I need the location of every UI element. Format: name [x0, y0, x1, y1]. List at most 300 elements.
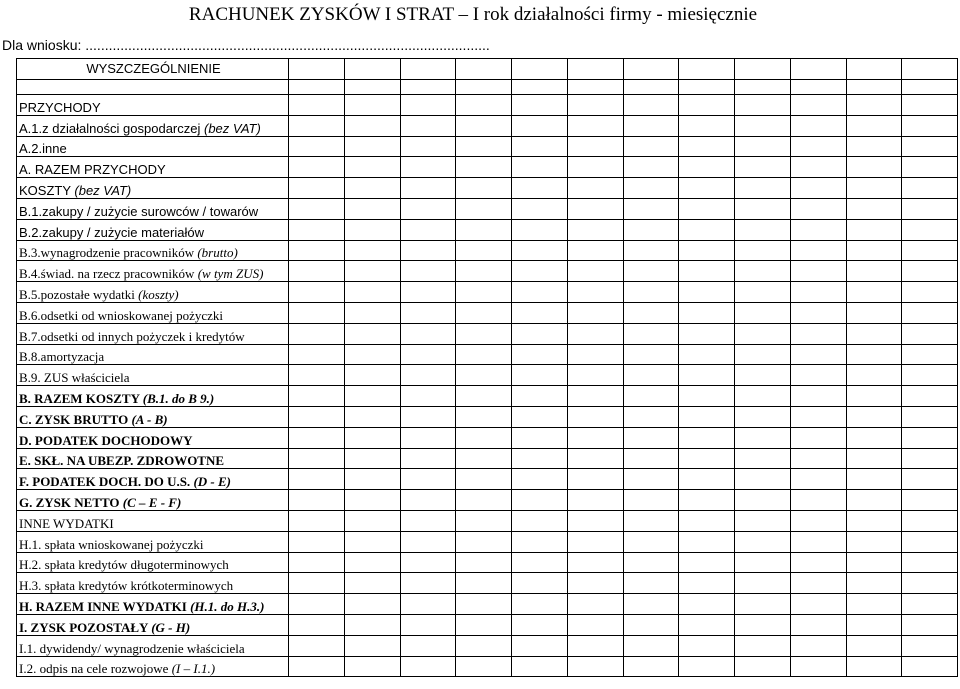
- row-18-month-6-cell[interactable]: [567, 448, 623, 469]
- row-15-month-3-cell[interactable]: [400, 386, 456, 407]
- row-10-month-5-cell[interactable]: [512, 282, 568, 303]
- row-26-month-2-cell[interactable]: [344, 614, 400, 635]
- row-25-month-8-cell[interactable]: [679, 594, 735, 615]
- row-5-month-10-cell[interactable]: [790, 178, 846, 199]
- row-12-month-8-cell[interactable]: [679, 323, 735, 344]
- row-20-month-9-cell[interactable]: [735, 490, 791, 511]
- row-1-month-12-cell[interactable]: [902, 95, 958, 116]
- row-23-month-5-cell[interactable]: [512, 552, 568, 573]
- row-4-month-5-cell[interactable]: [512, 157, 568, 178]
- row-4-month-10-cell[interactable]: [790, 157, 846, 178]
- row-20-month-7-cell[interactable]: [623, 490, 679, 511]
- row-18-month-10-cell[interactable]: [790, 448, 846, 469]
- row-26-month-1-cell[interactable]: [289, 614, 345, 635]
- row-28-month-10-cell[interactable]: [790, 656, 846, 677]
- row-5-month-8-cell[interactable]: [679, 178, 735, 199]
- row-7-month-11-cell[interactable]: [846, 219, 902, 240]
- row-8-month-6-cell[interactable]: [567, 240, 623, 261]
- row-2-month-6-cell[interactable]: [567, 115, 623, 136]
- row-9-month-5-cell[interactable]: [512, 261, 568, 282]
- row-27-month-4-cell[interactable]: [456, 635, 512, 656]
- row-26-month-8-cell[interactable]: [679, 614, 735, 635]
- row-5-month-4-cell[interactable]: [456, 178, 512, 199]
- row-11-month-9-cell[interactable]: [735, 302, 791, 323]
- row-2-month-9-cell[interactable]: [735, 115, 791, 136]
- row-14-month-3-cell[interactable]: [400, 365, 456, 386]
- row-23-month-12-cell[interactable]: [902, 552, 958, 573]
- row-27-month-2-cell[interactable]: [344, 635, 400, 656]
- row-27-month-1-cell[interactable]: [289, 635, 345, 656]
- row-10-month-2-cell[interactable]: [344, 282, 400, 303]
- row-9-month-7-cell[interactable]: [623, 261, 679, 282]
- row-4-month-1-cell[interactable]: [289, 157, 345, 178]
- row-7-month-4-cell[interactable]: [456, 219, 512, 240]
- row-20-month-12-cell[interactable]: [902, 490, 958, 511]
- row-25-month-1-cell[interactable]: [289, 594, 345, 615]
- row-16-month-11-cell[interactable]: [846, 406, 902, 427]
- row-17-month-10-cell[interactable]: [790, 427, 846, 448]
- row-9-month-9-cell[interactable]: [735, 261, 791, 282]
- row-8-month-4-cell[interactable]: [456, 240, 512, 261]
- row-17-month-4-cell[interactable]: [456, 427, 512, 448]
- row-28-month-11-cell[interactable]: [846, 656, 902, 677]
- row-19-month-2-cell[interactable]: [344, 469, 400, 490]
- row-14-month-6-cell[interactable]: [567, 365, 623, 386]
- row-7-month-9-cell[interactable]: [735, 219, 791, 240]
- row-12-month-3-cell[interactable]: [400, 323, 456, 344]
- row-21-month-11-cell[interactable]: [846, 510, 902, 531]
- row-2-month-8-cell[interactable]: [679, 115, 735, 136]
- row-2-month-2-cell[interactable]: [344, 115, 400, 136]
- row-25-month-9-cell[interactable]: [735, 594, 791, 615]
- row-24-month-2-cell[interactable]: [344, 573, 400, 594]
- header-month-1-cell[interactable]: [289, 59, 345, 80]
- row-5-month-5-cell[interactable]: [512, 178, 568, 199]
- row-11-month-2-cell[interactable]: [344, 302, 400, 323]
- row-13-month-5-cell[interactable]: [512, 344, 568, 365]
- row-13-month-4-cell[interactable]: [456, 344, 512, 365]
- row-23-month-10-cell[interactable]: [790, 552, 846, 573]
- row-5-month-7-cell[interactable]: [623, 178, 679, 199]
- spacer-month-7-cell[interactable]: [623, 80, 679, 95]
- row-4-month-4-cell[interactable]: [456, 157, 512, 178]
- row-6-month-4-cell[interactable]: [456, 198, 512, 219]
- row-22-month-10-cell[interactable]: [790, 531, 846, 552]
- row-25-month-2-cell[interactable]: [344, 594, 400, 615]
- header-month-8-cell[interactable]: [679, 59, 735, 80]
- row-1-month-11-cell[interactable]: [846, 95, 902, 116]
- row-27-month-9-cell[interactable]: [735, 635, 791, 656]
- row-11-month-6-cell[interactable]: [567, 302, 623, 323]
- row-5-month-6-cell[interactable]: [567, 178, 623, 199]
- spacer-month-12-cell[interactable]: [902, 80, 958, 95]
- row-22-month-1-cell[interactable]: [289, 531, 345, 552]
- row-10-month-3-cell[interactable]: [400, 282, 456, 303]
- row-2-month-1-cell[interactable]: [289, 115, 345, 136]
- row-9-month-12-cell[interactable]: [902, 261, 958, 282]
- row-2-month-7-cell[interactable]: [623, 115, 679, 136]
- row-17-month-5-cell[interactable]: [512, 427, 568, 448]
- row-7-month-10-cell[interactable]: [790, 219, 846, 240]
- row-11-month-12-cell[interactable]: [902, 302, 958, 323]
- row-16-month-9-cell[interactable]: [735, 406, 791, 427]
- row-24-month-6-cell[interactable]: [567, 573, 623, 594]
- row-4-month-3-cell[interactable]: [400, 157, 456, 178]
- row-4-month-7-cell[interactable]: [623, 157, 679, 178]
- row-22-month-7-cell[interactable]: [623, 531, 679, 552]
- row-5-month-9-cell[interactable]: [735, 178, 791, 199]
- spacer-month-8-cell[interactable]: [679, 80, 735, 95]
- row-1-month-9-cell[interactable]: [735, 95, 791, 116]
- row-1-month-4-cell[interactable]: [456, 95, 512, 116]
- row-20-month-4-cell[interactable]: [456, 490, 512, 511]
- row-22-month-4-cell[interactable]: [456, 531, 512, 552]
- row-11-month-7-cell[interactable]: [623, 302, 679, 323]
- row-2-month-12-cell[interactable]: [902, 115, 958, 136]
- row-16-month-2-cell[interactable]: [344, 406, 400, 427]
- row-27-month-6-cell[interactable]: [567, 635, 623, 656]
- row-16-month-7-cell[interactable]: [623, 406, 679, 427]
- row-24-month-3-cell[interactable]: [400, 573, 456, 594]
- row-21-month-2-cell[interactable]: [344, 510, 400, 531]
- header-month-11-cell[interactable]: [846, 59, 902, 80]
- row-6-month-6-cell[interactable]: [567, 198, 623, 219]
- row-24-month-8-cell[interactable]: [679, 573, 735, 594]
- row-1-month-1-cell[interactable]: [289, 95, 345, 116]
- row-17-month-12-cell[interactable]: [902, 427, 958, 448]
- row-16-month-8-cell[interactable]: [679, 406, 735, 427]
- row-24-month-12-cell[interactable]: [902, 573, 958, 594]
- row-7-month-2-cell[interactable]: [344, 219, 400, 240]
- row-18-month-7-cell[interactable]: [623, 448, 679, 469]
- row-25-month-3-cell[interactable]: [400, 594, 456, 615]
- row-18-month-4-cell[interactable]: [456, 448, 512, 469]
- row-4-month-6-cell[interactable]: [567, 157, 623, 178]
- row-15-month-9-cell[interactable]: [735, 386, 791, 407]
- row-8-month-10-cell[interactable]: [790, 240, 846, 261]
- row-10-month-10-cell[interactable]: [790, 282, 846, 303]
- row-7-month-12-cell[interactable]: [902, 219, 958, 240]
- row-27-month-10-cell[interactable]: [790, 635, 846, 656]
- row-20-month-5-cell[interactable]: [512, 490, 568, 511]
- row-7-month-8-cell[interactable]: [679, 219, 735, 240]
- row-6-month-3-cell[interactable]: [400, 198, 456, 219]
- header-month-3-cell[interactable]: [400, 59, 456, 80]
- row-15-month-5-cell[interactable]: [512, 386, 568, 407]
- row-21-month-12-cell[interactable]: [902, 510, 958, 531]
- row-3-month-7-cell[interactable]: [623, 136, 679, 157]
- spacer-month-3-cell[interactable]: [400, 80, 456, 95]
- row-26-month-10-cell[interactable]: [790, 614, 846, 635]
- row-1-month-2-cell[interactable]: [344, 95, 400, 116]
- row-28-month-8-cell[interactable]: [679, 656, 735, 677]
- row-28-month-6-cell[interactable]: [567, 656, 623, 677]
- row-23-month-2-cell[interactable]: [344, 552, 400, 573]
- row-22-month-3-cell[interactable]: [400, 531, 456, 552]
- row-21-month-6-cell[interactable]: [567, 510, 623, 531]
- row-3-month-11-cell[interactable]: [846, 136, 902, 157]
- row-2-month-11-cell[interactable]: [846, 115, 902, 136]
- row-2-month-3-cell[interactable]: [400, 115, 456, 136]
- row-26-month-7-cell[interactable]: [623, 614, 679, 635]
- row-7-month-5-cell[interactable]: [512, 219, 568, 240]
- row-24-month-5-cell[interactable]: [512, 573, 568, 594]
- row-14-month-2-cell[interactable]: [344, 365, 400, 386]
- row-19-month-7-cell[interactable]: [623, 469, 679, 490]
- row-17-month-11-cell[interactable]: [846, 427, 902, 448]
- row-13-month-9-cell[interactable]: [735, 344, 791, 365]
- row-24-month-10-cell[interactable]: [790, 573, 846, 594]
- row-12-month-7-cell[interactable]: [623, 323, 679, 344]
- row-12-month-6-cell[interactable]: [567, 323, 623, 344]
- row-26-month-5-cell[interactable]: [512, 614, 568, 635]
- row-9-month-4-cell[interactable]: [456, 261, 512, 282]
- row-4-month-11-cell[interactable]: [846, 157, 902, 178]
- row-17-month-8-cell[interactable]: [679, 427, 735, 448]
- row-3-month-12-cell[interactable]: [902, 136, 958, 157]
- spacer-month-1-cell[interactable]: [289, 80, 345, 95]
- row-14-month-9-cell[interactable]: [735, 365, 791, 386]
- row-25-month-7-cell[interactable]: [623, 594, 679, 615]
- row-3-month-4-cell[interactable]: [456, 136, 512, 157]
- row-12-month-5-cell[interactable]: [512, 323, 568, 344]
- row-27-month-11-cell[interactable]: [846, 635, 902, 656]
- row-8-month-7-cell[interactable]: [623, 240, 679, 261]
- row-11-month-5-cell[interactable]: [512, 302, 568, 323]
- row-14-month-12-cell[interactable]: [902, 365, 958, 386]
- row-12-month-4-cell[interactable]: [456, 323, 512, 344]
- row-23-month-9-cell[interactable]: [735, 552, 791, 573]
- row-23-month-6-cell[interactable]: [567, 552, 623, 573]
- row-15-month-6-cell[interactable]: [567, 386, 623, 407]
- row-4-month-9-cell[interactable]: [735, 157, 791, 178]
- spacer-month-11-cell[interactable]: [846, 80, 902, 95]
- row-11-month-8-cell[interactable]: [679, 302, 735, 323]
- header-month-7-cell[interactable]: [623, 59, 679, 80]
- row-20-month-11-cell[interactable]: [846, 490, 902, 511]
- row-20-month-10-cell[interactable]: [790, 490, 846, 511]
- row-16-month-5-cell[interactable]: [512, 406, 568, 427]
- row-15-month-2-cell[interactable]: [344, 386, 400, 407]
- row-13-month-10-cell[interactable]: [790, 344, 846, 365]
- row-9-month-1-cell[interactable]: [289, 261, 345, 282]
- row-22-month-11-cell[interactable]: [846, 531, 902, 552]
- row-15-month-10-cell[interactable]: [790, 386, 846, 407]
- row-21-month-4-cell[interactable]: [456, 510, 512, 531]
- row-20-month-1-cell[interactable]: [289, 490, 345, 511]
- row-22-month-8-cell[interactable]: [679, 531, 735, 552]
- row-28-month-3-cell[interactable]: [400, 656, 456, 677]
- row-19-month-5-cell[interactable]: [512, 469, 568, 490]
- row-19-month-10-cell[interactable]: [790, 469, 846, 490]
- row-3-month-3-cell[interactable]: [400, 136, 456, 157]
- row-28-month-9-cell[interactable]: [735, 656, 791, 677]
- row-13-month-1-cell[interactable]: [289, 344, 345, 365]
- row-24-month-7-cell[interactable]: [623, 573, 679, 594]
- row-5-month-3-cell[interactable]: [400, 178, 456, 199]
- row-11-month-4-cell[interactable]: [456, 302, 512, 323]
- row-24-month-1-cell[interactable]: [289, 573, 345, 594]
- row-22-month-2-cell[interactable]: [344, 531, 400, 552]
- row-21-month-9-cell[interactable]: [735, 510, 791, 531]
- row-6-month-8-cell[interactable]: [679, 198, 735, 219]
- row-19-month-1-cell[interactable]: [289, 469, 345, 490]
- row-4-month-8-cell[interactable]: [679, 157, 735, 178]
- row-27-month-7-cell[interactable]: [623, 635, 679, 656]
- row-25-month-12-cell[interactable]: [902, 594, 958, 615]
- row-12-month-10-cell[interactable]: [790, 323, 846, 344]
- row-19-month-11-cell[interactable]: [846, 469, 902, 490]
- row-15-month-11-cell[interactable]: [846, 386, 902, 407]
- header-month-9-cell[interactable]: [735, 59, 791, 80]
- row-14-month-10-cell[interactable]: [790, 365, 846, 386]
- row-26-month-6-cell[interactable]: [567, 614, 623, 635]
- row-27-month-12-cell[interactable]: [902, 635, 958, 656]
- row-23-month-8-cell[interactable]: [679, 552, 735, 573]
- row-21-month-1-cell[interactable]: [289, 510, 345, 531]
- row-8-month-11-cell[interactable]: [846, 240, 902, 261]
- row-23-month-4-cell[interactable]: [456, 552, 512, 573]
- row-4-month-12-cell[interactable]: [902, 157, 958, 178]
- row-28-month-1-cell[interactable]: [289, 656, 345, 677]
- row-21-month-10-cell[interactable]: [790, 510, 846, 531]
- row-8-month-3-cell[interactable]: [400, 240, 456, 261]
- row-16-month-12-cell[interactable]: [902, 406, 958, 427]
- row-10-month-6-cell[interactable]: [567, 282, 623, 303]
- row-9-month-6-cell[interactable]: [567, 261, 623, 282]
- row-24-month-11-cell[interactable]: [846, 573, 902, 594]
- row-2-month-4-cell[interactable]: [456, 115, 512, 136]
- row-25-month-6-cell[interactable]: [567, 594, 623, 615]
- row-6-month-11-cell[interactable]: [846, 198, 902, 219]
- row-6-month-7-cell[interactable]: [623, 198, 679, 219]
- row-25-month-4-cell[interactable]: [456, 594, 512, 615]
- row-18-month-9-cell[interactable]: [735, 448, 791, 469]
- header-month-12-cell[interactable]: [902, 59, 958, 80]
- row-1-month-10-cell[interactable]: [790, 95, 846, 116]
- row-9-month-3-cell[interactable]: [400, 261, 456, 282]
- row-16-month-10-cell[interactable]: [790, 406, 846, 427]
- header-month-4-cell[interactable]: [456, 59, 512, 80]
- row-9-month-11-cell[interactable]: [846, 261, 902, 282]
- row-6-month-2-cell[interactable]: [344, 198, 400, 219]
- row-13-month-12-cell[interactable]: [902, 344, 958, 365]
- row-19-month-6-cell[interactable]: [567, 469, 623, 490]
- row-26-month-12-cell[interactable]: [902, 614, 958, 635]
- row-15-month-7-cell[interactable]: [623, 386, 679, 407]
- row-6-month-12-cell[interactable]: [902, 198, 958, 219]
- row-7-month-7-cell[interactable]: [623, 219, 679, 240]
- header-month-2-cell[interactable]: [344, 59, 400, 80]
- row-23-month-7-cell[interactable]: [623, 552, 679, 573]
- row-13-month-3-cell[interactable]: [400, 344, 456, 365]
- row-19-month-9-cell[interactable]: [735, 469, 791, 490]
- row-8-month-2-cell[interactable]: [344, 240, 400, 261]
- spacer-month-6-cell[interactable]: [567, 80, 623, 95]
- row-1-month-5-cell[interactable]: [512, 95, 568, 116]
- row-14-month-11-cell[interactable]: [846, 365, 902, 386]
- row-8-month-5-cell[interactable]: [512, 240, 568, 261]
- row-10-month-9-cell[interactable]: [735, 282, 791, 303]
- row-10-month-1-cell[interactable]: [289, 282, 345, 303]
- row-15-month-1-cell[interactable]: [289, 386, 345, 407]
- row-22-month-5-cell[interactable]: [512, 531, 568, 552]
- row-14-month-1-cell[interactable]: [289, 365, 345, 386]
- row-20-month-3-cell[interactable]: [400, 490, 456, 511]
- row-6-month-9-cell[interactable]: [735, 198, 791, 219]
- row-6-month-1-cell[interactable]: [289, 198, 345, 219]
- row-6-month-5-cell[interactable]: [512, 198, 568, 219]
- row-11-month-1-cell[interactable]: [289, 302, 345, 323]
- row-14-month-7-cell[interactable]: [623, 365, 679, 386]
- row-18-month-5-cell[interactable]: [512, 448, 568, 469]
- row-20-month-8-cell[interactable]: [679, 490, 735, 511]
- row-17-month-2-cell[interactable]: [344, 427, 400, 448]
- row-7-month-6-cell[interactable]: [567, 219, 623, 240]
- row-7-month-3-cell[interactable]: [400, 219, 456, 240]
- row-18-month-1-cell[interactable]: [289, 448, 345, 469]
- row-28-month-7-cell[interactable]: [623, 656, 679, 677]
- row-3-month-1-cell[interactable]: [289, 136, 345, 157]
- row-8-month-1-cell[interactable]: [289, 240, 345, 261]
- row-17-month-3-cell[interactable]: [400, 427, 456, 448]
- spacer-month-5-cell[interactable]: [512, 80, 568, 95]
- row-17-month-7-cell[interactable]: [623, 427, 679, 448]
- row-18-month-2-cell[interactable]: [344, 448, 400, 469]
- row-15-month-8-cell[interactable]: [679, 386, 735, 407]
- row-16-month-6-cell[interactable]: [567, 406, 623, 427]
- row-1-month-8-cell[interactable]: [679, 95, 735, 116]
- row-13-month-6-cell[interactable]: [567, 344, 623, 365]
- row-10-month-12-cell[interactable]: [902, 282, 958, 303]
- row-27-month-8-cell[interactable]: [679, 635, 735, 656]
- row-28-month-12-cell[interactable]: [902, 656, 958, 677]
- row-13-month-11-cell[interactable]: [846, 344, 902, 365]
- row-13-month-7-cell[interactable]: [623, 344, 679, 365]
- row-8-month-8-cell[interactable]: [679, 240, 735, 261]
- row-6-month-10-cell[interactable]: [790, 198, 846, 219]
- row-15-month-4-cell[interactable]: [456, 386, 512, 407]
- row-11-month-3-cell[interactable]: [400, 302, 456, 323]
- row-11-month-10-cell[interactable]: [790, 302, 846, 323]
- row-5-month-1-cell[interactable]: [289, 178, 345, 199]
- row-22-month-6-cell[interactable]: [567, 531, 623, 552]
- row-2-month-5-cell[interactable]: [512, 115, 568, 136]
- row-24-month-4-cell[interactable]: [456, 573, 512, 594]
- row-1-month-3-cell[interactable]: [400, 95, 456, 116]
- row-7-month-1-cell[interactable]: [289, 219, 345, 240]
- row-19-month-4-cell[interactable]: [456, 469, 512, 490]
- row-25-month-11-cell[interactable]: [846, 594, 902, 615]
- row-21-month-5-cell[interactable]: [512, 510, 568, 531]
- row-1-month-6-cell[interactable]: [567, 95, 623, 116]
- row-10-month-7-cell[interactable]: [623, 282, 679, 303]
- row-12-month-1-cell[interactable]: [289, 323, 345, 344]
- row-28-month-5-cell[interactable]: [512, 656, 568, 677]
- row-19-month-3-cell[interactable]: [400, 469, 456, 490]
- row-13-month-2-cell[interactable]: [344, 344, 400, 365]
- row-27-month-5-cell[interactable]: [512, 635, 568, 656]
- row-3-month-10-cell[interactable]: [790, 136, 846, 157]
- row-20-month-6-cell[interactable]: [567, 490, 623, 511]
- row-17-month-9-cell[interactable]: [735, 427, 791, 448]
- row-16-month-3-cell[interactable]: [400, 406, 456, 427]
- row-5-month-12-cell[interactable]: [902, 178, 958, 199]
- row-17-month-1-cell[interactable]: [289, 427, 345, 448]
- row-5-month-2-cell[interactable]: [344, 178, 400, 199]
- row-28-month-4-cell[interactable]: [456, 656, 512, 677]
- row-14-month-8-cell[interactable]: [679, 365, 735, 386]
